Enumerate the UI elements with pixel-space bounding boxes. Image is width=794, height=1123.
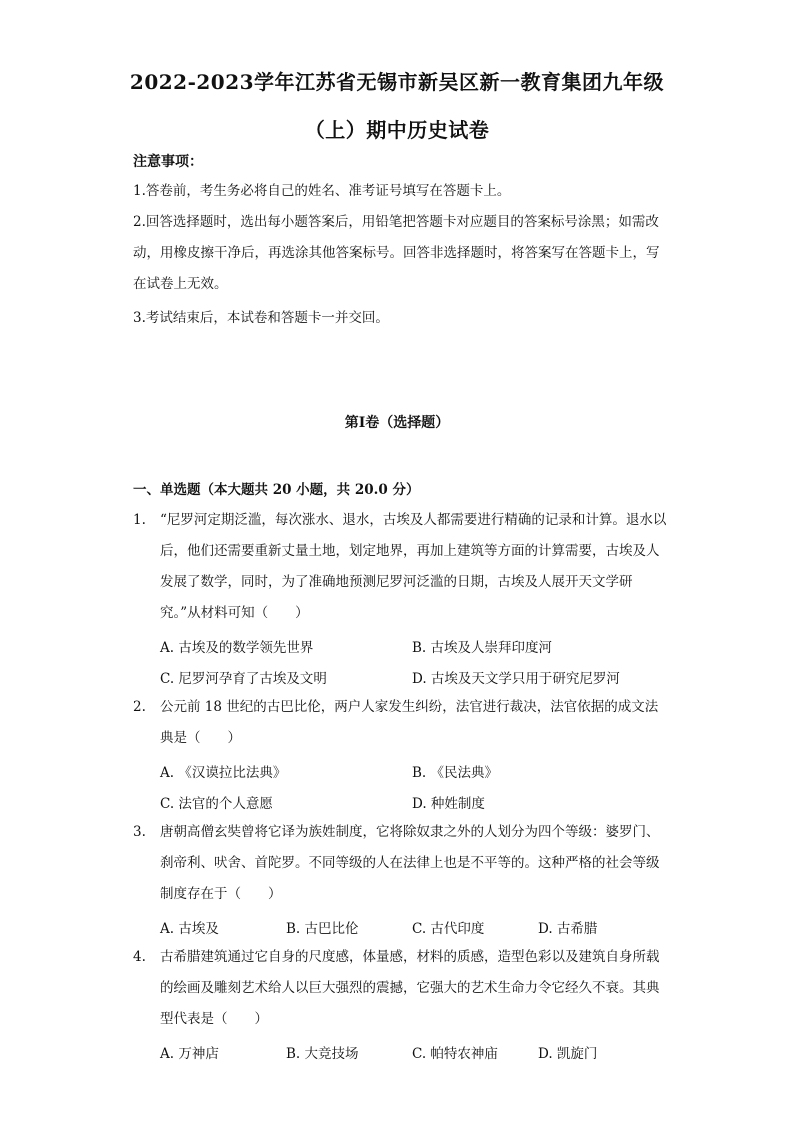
question-3-option-b: B. 古巴比伦	[286, 921, 359, 937]
question-2-text: 公元前 18 世纪的古巴比伦，两户人家发生纠纷，法官进行裁决，法官依据的成文法典是（ ）	[160, 699, 659, 746]
question-4-option-b: B. 大竞技场	[286, 1046, 359, 1062]
section-title: 第I卷（选择题）	[344, 415, 450, 431]
exam-title-line2: （上）期中历史试卷	[304, 118, 490, 142]
question-2-option-a: A. 《汉谟拉比法典》	[160, 765, 287, 781]
question-4-number: 4.	[133, 949, 146, 965]
notice-item-2: 2.回答选择题时，选出每小题答案后，用铅笔把答题卡对应题目的答案标号涂黑；如需改动，用橡皮擦干净后，再选涂其他答案标号。回答非选择题时，将答案写在答题卡上，写在试卷上无效。	[133, 214, 660, 292]
question-3-text: 唐朝高僧玄奘曾将它译为族姓制度，它将除奴隶之外的人划分为四个等级：婆罗门、刹帝利、吠舍、首陀罗。不同等级的人在法律上也是不平等的。这种严格的社会等级制度存在于（ ）	[160, 824, 660, 902]
question-3-option-a: A. 古埃及	[160, 921, 219, 937]
question-1-option-c: C. 尼罗河孕育了古埃及文明	[160, 671, 327, 687]
question-1-option-a: A. 古埃及的数学领先世界	[160, 640, 314, 656]
exam-title-line1: 2022-2023学年江苏省无锡市新吴区新一教育集团九年级	[129, 70, 665, 94]
notice-item-3: 3.考试结束后，本试卷和答题卡一并交回。	[133, 310, 389, 326]
question-4-option-d: D. 凯旋门	[538, 1046, 598, 1062]
question-3-option-d: D. 古希腊	[538, 921, 598, 937]
question-1-option-b: B. 古埃及人崇拜印度河	[412, 640, 553, 656]
question-2-option-b: B. 《民法典》	[412, 765, 499, 781]
question-4-option-a: A. 万神店	[160, 1046, 219, 1062]
question-4-text: 古希腊建筑通过它自身的尺度感，体量感，材料的质感，造型色彩以及建筑自身所载的绘画及雕刻艺术给人以巨大强烈的震撼，它强大的艺术生命力令它经久不衰。其典型代表是（ ）	[160, 949, 660, 1027]
question-1-option-d: D. 古埃及天文学只用于研究尼罗河	[412, 671, 620, 687]
notice-item-1: 1.答卷前，考生务必将自己的姓名、准考证号填写在答题卡上。	[133, 183, 511, 199]
question-2-number: 2.	[133, 699, 146, 715]
question-4-option-c: C. 帕特农神庙	[412, 1046, 498, 1062]
notice-heading: 注意事项：	[133, 154, 203, 170]
question-2-option-c: C. 法官的个人意愿	[160, 796, 273, 812]
question-2-option-d: D. 种姓制度	[412, 796, 485, 812]
question-1-number: 1.	[133, 512, 146, 528]
question-3-number: 3.	[133, 824, 146, 840]
question-3-option-c: C. 古代印度	[412, 921, 485, 937]
question-1-text: “尼罗河定期泛滥，每次涨水、退水，古埃及人都需要进行精确的记录和计算。退水以后，他们还需要重新丈量土地，划定地界，再加上建筑等方面的计算需要，古埃及人发展了数学，同时，为了准确地预测尼罗河泛滥的日期，古埃及人展开天文学研究。”从材料可知（ ）	[160, 512, 667, 621]
part-title: 一、单选题（本大题共 20 小题，共 20.0 分）	[133, 482, 420, 498]
